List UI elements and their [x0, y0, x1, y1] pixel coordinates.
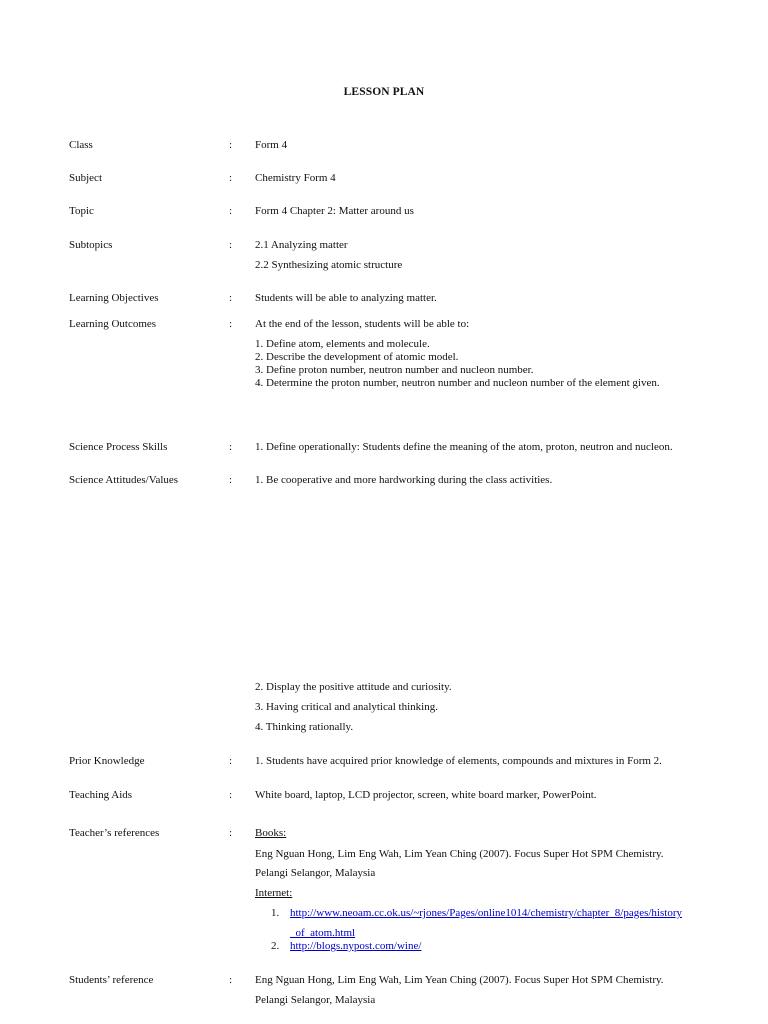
- prior-knowledge-value: 1. Students have acquired prior knowledge of elements, compounds and mixtures in Form 2.: [255, 755, 662, 767]
- teacher-refs-label: Teacher’s references: [69, 827, 160, 839]
- student-book-line: Eng Nguan Hong, Lim Eng Wah, Lim Yean Ching (2007). Focus Super Hot SPM Chemistry.: [255, 974, 664, 986]
- subtopic-item: 2.1 Analyzing matter: [255, 239, 348, 251]
- teaching-aids-value: White board, laptop, LCD projector, screen, white board marker, PowerPoint.: [255, 789, 597, 801]
- student-refs-colon: :: [229, 974, 233, 986]
- student-book-line: Pelangi Selangor, Malaysia: [255, 994, 376, 1006]
- objectives-colon: :: [229, 292, 233, 304]
- attitude-item: 4. Thinking rationally.: [255, 721, 354, 733]
- outcome-item: 4. Determine the proton number, neutron number and nucleon number of the element given.: [255, 377, 660, 389]
- books-heading: Books:: [255, 827, 287, 839]
- teaching-aids-label: Teaching Aids: [69, 789, 133, 801]
- objectives-label: Learning Objectives: [69, 292, 159, 304]
- prior-knowledge-label: Prior Knowledge: [69, 755, 145, 767]
- teacher-book-line: Pelangi Selangor, Malaysia: [255, 867, 376, 879]
- class-label: Class: [69, 139, 93, 151]
- subtopics-colon: :: [229, 239, 233, 251]
- topic-label: Topic: [69, 205, 94, 217]
- outcome-item: 2. Describe the development of atomic model.: [255, 351, 459, 363]
- outcomes-colon: :: [229, 318, 233, 330]
- attitude-item: 3. Having critical and analytical thinking.: [255, 701, 438, 713]
- attitudes-label: Science Attitudes/Values: [69, 474, 179, 486]
- document-title: LESSON PLAN: [343, 86, 425, 98]
- class-colon: :: [229, 139, 233, 151]
- teacher-book-line: Eng Nguan Hong, Lim Eng Wah, Lim Yean Ching (2007). Focus Super Hot SPM Chemistry.: [255, 848, 664, 860]
- objectives-value: Students will be able to analyzing matter.: [255, 292, 437, 304]
- subtopics-label: Subtopics: [69, 239, 113, 251]
- class-value: Form 4: [255, 139, 288, 151]
- subject-label: Subject: [69, 172, 102, 184]
- link-number: 1.: [271, 907, 280, 919]
- attitude-item: 2. Display the positive attitude and curiosity.: [255, 681, 452, 693]
- teacher-refs-colon: :: [229, 827, 233, 839]
- link-number: 2.: [271, 940, 280, 952]
- outcome-item: 1. Define atom, elements and molecule.: [255, 338, 430, 350]
- topic-value: Form 4 Chapter 2: Matter around us: [255, 205, 414, 217]
- process-skills-value: 1. Define operationally: Students define the meaning of the atom, proton, neutron and nucleon.: [255, 441, 673, 453]
- outcomes-intro: At the end of the lesson, students will be able to:: [255, 318, 470, 330]
- attitude-item: 1. Be cooperative and more hardworking during the class activities.: [255, 474, 553, 486]
- internet-heading: Internet:: [255, 887, 293, 899]
- subject-value: Chemistry Form 4: [255, 172, 336, 184]
- attitudes-colon: :: [229, 474, 233, 486]
- outcome-item: 3. Define proton number, neutron number and nucleon number.: [255, 364, 534, 376]
- student-refs-label: Students’ reference: [69, 974, 154, 986]
- process-skills-colon: :: [229, 441, 233, 453]
- topic-colon: :: [229, 205, 233, 217]
- reference-link-continued[interactable]: _of_atom.html: [290, 927, 356, 939]
- subtopic-item: 2.2 Synthesizing atomic structure: [255, 259, 403, 271]
- reference-link[interactable]: http://www.neoam.cc.ok.us/~rjones/Pages/online1014/chemistry/chapter_8/pages/history: [290, 907, 682, 919]
- reference-link[interactable]: http://blogs.nypost.com/wine/: [290, 940, 422, 952]
- outcomes-label: Learning Outcomes: [69, 318, 157, 330]
- subject-colon: :: [229, 172, 233, 184]
- teaching-aids-colon: :: [229, 789, 233, 801]
- process-skills-label: Science Process Skills: [69, 441, 168, 453]
- prior-knowledge-colon: :: [229, 755, 233, 767]
